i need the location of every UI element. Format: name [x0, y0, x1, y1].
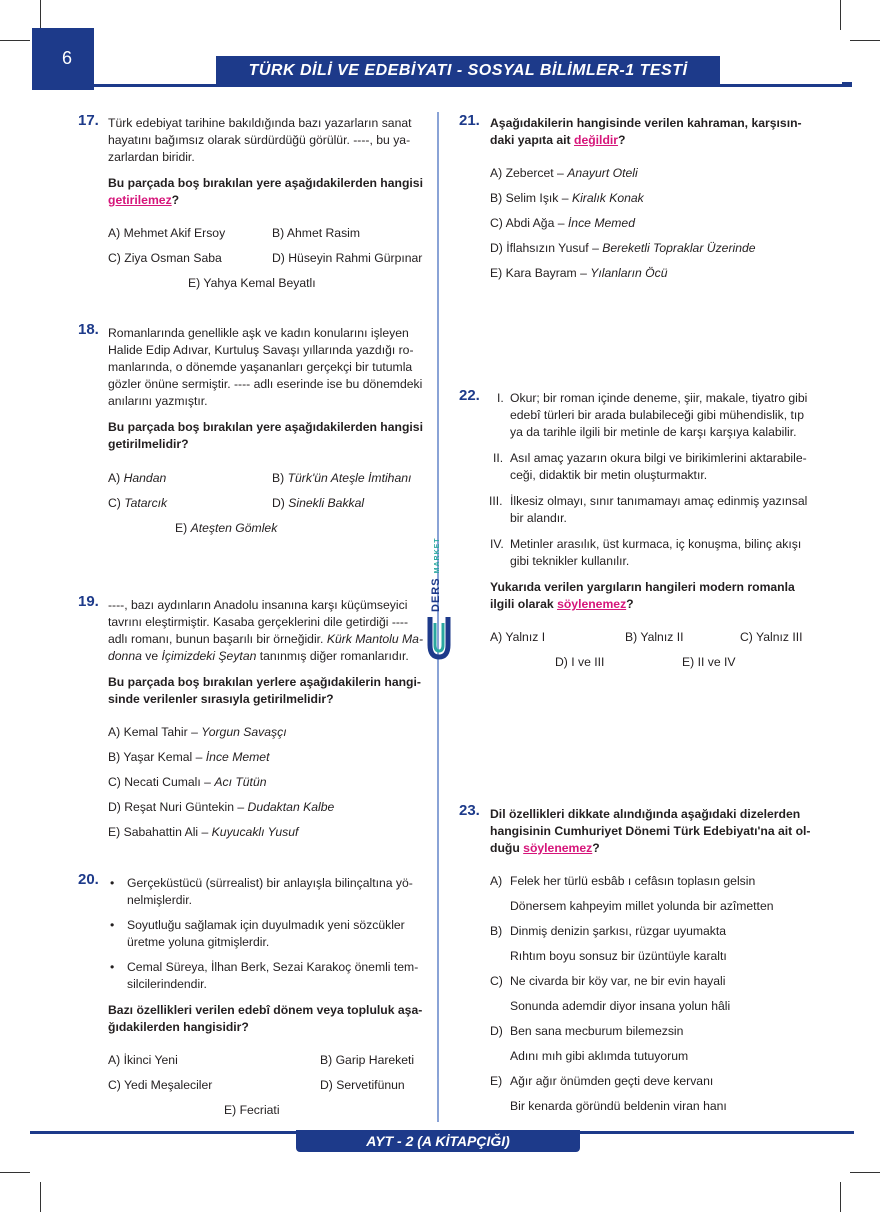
question-text-line: Gerçeküstücü (sürrealist) bir anlayışla bilinçaltına yö-: [127, 876, 413, 890]
option-c[interactable]: [108, 495, 167, 512]
verse-line: Dönersem kahpeyim millet yolunda bir azîmetten: [510, 899, 774, 913]
question-text-line: manlarında, o dönemde yaşananları gerçekçi bir tutumla: [108, 360, 413, 374]
option-letter: C) Abdi Ağa –: [490, 216, 568, 230]
option-b[interactable]: B): [490, 924, 503, 938]
crop-mark: [40, 1182, 41, 1212]
text-run: ilgili olarak: [490, 597, 558, 611]
question-prompt: Bu parçada boş bırakılan yere aşağıdakilerden hangisi: [108, 176, 423, 190]
roman-numeral: I.: [497, 391, 504, 405]
option-letter: E) Sabahattin Ali –: [108, 825, 212, 839]
verse-line: Sonunda ademdir diyor insana yolun hâli: [510, 999, 731, 1013]
question-prompt: Bu parçada boş bırakılan yerlere aşağıdakilerin hangi-: [108, 675, 421, 689]
option-e[interactable]: [490, 265, 667, 282]
question-prompt: Bazı özellikleri verilen edebî dönem veya topluluk aşa-: [108, 1003, 423, 1017]
text-run: Kürk Mantolu Ma-: [326, 632, 424, 646]
question-number: 20.: [78, 871, 99, 888]
option-letter: A) Zebercet –: [490, 166, 568, 180]
question-text-line: Halide Edip Adıvar, Kurtuluş Savaşı yıllarında yazdığı ro-: [108, 343, 414, 357]
roman-numeral: IV.: [490, 537, 504, 551]
option-e[interactable]: E) Fecriati: [224, 1103, 280, 1117]
question-text-line: anılarını yazmıştır.: [108, 394, 208, 408]
option-e[interactable]: [175, 520, 277, 537]
option-text: Handan: [123, 471, 167, 485]
option-c[interactable]: [490, 215, 635, 232]
option-letter: D) İflahsızın Yusuf –: [490, 241, 603, 255]
question-text-line: [108, 648, 409, 665]
option-e[interactable]: E) Yahya Kemal Beyatlı: [188, 276, 316, 290]
question-prompt: [108, 192, 179, 209]
prompt-end: ?: [626, 597, 634, 611]
option-d[interactable]: [108, 799, 334, 816]
question-text-line: silcilerindendir.: [127, 977, 207, 991]
text-run: ve: [141, 649, 162, 663]
option-text: Ateşten Gömlek: [190, 521, 278, 535]
question-prompt: Yukarıda verilen yargıların hangileri modern romanla: [490, 580, 795, 594]
question-text-line: zarlardan biridir.: [108, 150, 195, 164]
option-text: Kuyucaklı Yusuf: [211, 825, 299, 839]
text-run: daki yapıta ait: [490, 133, 574, 147]
question-prompt: Dil özellikleri dikkate alındığında aşağıdaki dizelerden: [490, 807, 801, 821]
question-number: 18.: [78, 321, 99, 338]
question-text-line: edebî türleri bir arada bulabileceği gibi mühendislik, tıp: [510, 408, 805, 422]
question-text-line: Soyutluğu sağlamak için duyulmadık yeni sözcükler: [127, 918, 405, 932]
question-number: 23.: [459, 802, 480, 819]
option-text: Türk'ün Ateşle İmtihanı: [287, 471, 412, 485]
option-letter: E): [175, 521, 191, 535]
verse-line: Ağır ağır önümden geçti deve kervanı: [510, 1074, 714, 1088]
crop-mark: [840, 0, 841, 30]
option-d[interactable]: [490, 240, 756, 257]
question-prompt: Aşağıdakilerin hangisinde verilen kahraman, karşısın-: [490, 116, 802, 130]
negation-highlight: değildir: [574, 133, 619, 147]
question-text-line: ----, bazı aydınların Anadolu insanına karşı küçümseyici: [108, 598, 408, 612]
option-c[interactable]: C): [490, 974, 503, 988]
question-text-line: [108, 631, 423, 648]
verse-line: Ben sana mecburum bilemezsin: [510, 1024, 684, 1038]
option-letter: D) Reşat Nuri Güntekin –: [108, 800, 248, 814]
question-text-line: Asıl amaç yazarın okura bilgi ve birikimlerini aktarabile-: [510, 451, 807, 465]
header-rule-tick: [842, 82, 852, 87]
question-number: 22.: [459, 387, 480, 404]
question-text-line: hayatını bağımsız olarak sürdürdüğü görülür. ----, bu ya-: [108, 133, 411, 147]
text-run: adlı romanı, bunun başarılı bir örneğidir.: [108, 632, 327, 646]
option-letter: A) Kemal Tahir –: [108, 725, 202, 739]
verse-line: Bir kenarda göründü beldenin viran hanı: [510, 1099, 727, 1113]
negation-highlight: söylenemez: [557, 597, 627, 611]
option-text: Bereketli Topraklar Üzerinde: [602, 241, 756, 255]
logo-subword: MARKET: [434, 537, 441, 574]
option-letter: B) Yaşar Kemal –: [108, 750, 206, 764]
crop-mark: [0, 1172, 30, 1173]
roman-numeral: III.: [489, 494, 503, 508]
option-b[interactable]: B) Ahmet Rasim: [272, 226, 361, 240]
roman-numeral: II.: [493, 451, 504, 465]
option-letter: B) Selim Işık –: [490, 191, 572, 205]
option-text: Kiralık Konak: [571, 191, 644, 205]
option-letter: B): [272, 471, 288, 485]
bullet-icon: •: [110, 876, 115, 890]
option-c[interactable]: C) Yedi Meşaleciler: [108, 1078, 213, 1092]
option-d[interactable]: D) I ve III: [555, 655, 605, 669]
option-a[interactable]: [490, 165, 638, 182]
bullet-icon: •: [110, 960, 115, 974]
booklet-label: AYT - 2 (A KİTAPÇIĞI): [296, 1130, 580, 1152]
logo-word: DERS: [430, 577, 442, 612]
option-text: Sinekli Bakkal: [288, 496, 365, 510]
prompt-end: ?: [618, 133, 626, 147]
question-text-line: nelmişlerdir.: [127, 893, 193, 907]
option-c[interactable]: [108, 774, 267, 791]
option-d[interactable]: D): [490, 1024, 503, 1038]
question-number: 17.: [78, 112, 99, 129]
option-letter: C): [108, 496, 125, 510]
question-text-line: tavrını eleştirmiştir. Kasaba gerçeklerini dile getirdiği ----: [108, 615, 409, 629]
option-text: İnce Memet: [205, 750, 270, 764]
text-run: İçimizdeki Şeytan: [161, 649, 257, 663]
option-text: Yorgun Savaşçı: [201, 725, 287, 739]
option-e[interactable]: E): [490, 1074, 503, 1088]
option-a[interactable]: A) Yalnız I: [490, 630, 546, 644]
question-prompt: Bu parçada boş bırakılan yere aşağıdakilerden hangisi: [108, 420, 423, 434]
option-text: Anayurt Oteli: [567, 166, 638, 180]
question-text-line: gözler önüne sermiştir. ---- adlı eserinde ise bu dönemdeki: [108, 377, 423, 391]
bullet-icon: •: [110, 918, 115, 932]
option-e[interactable]: [108, 824, 298, 841]
option-d[interactable]: [272, 495, 364, 512]
option-b[interactable]: [108, 749, 269, 766]
option-letter: C) Necati Cumalı –: [108, 775, 215, 789]
question-number: 21.: [459, 112, 480, 129]
crop-mark: [0, 40, 30, 41]
question-prompt: [490, 132, 625, 149]
crop-mark: [850, 40, 880, 41]
option-b[interactable]: [272, 470, 411, 487]
option-a[interactable]: A): [490, 874, 503, 888]
question-text-line: bir alandır.: [510, 511, 567, 525]
question-prompt: sinde verilenler sırasıyla getirilmelidir?: [108, 692, 334, 706]
question-text-line: üretme yoluna gitmişlerdir.: [127, 935, 270, 949]
question-prompt: [490, 840, 600, 857]
question-text-line: Okur; bir roman içinde deneme, şiir, makale, tiyatro gibi: [510, 391, 808, 405]
crop-mark: [840, 1182, 841, 1212]
option-text: Dudaktan Kalbe: [247, 800, 335, 814]
option-d[interactable]: D) Hüseyin Rahmi Gürpınar: [272, 251, 423, 265]
logo-text: [428, 537, 446, 612]
verse-line: Adını mıh gibi aklımda tutuyorum: [510, 1049, 689, 1063]
verse-line: Dinmiş denizin şarkısı, rüzgar uyumakta: [510, 924, 727, 938]
verse-line: Rıhtım boyu sonsuz bir üzüntüyle karaltı: [510, 949, 727, 963]
option-a[interactable]: [108, 470, 166, 487]
option-a[interactable]: A) İkinci Yeni: [108, 1053, 178, 1067]
crop-mark: [850, 1172, 880, 1173]
test-title: TÜRK DİLİ VE EDEBİYATI - SOSYAL BİLİMLER-1 TESTİ: [216, 56, 720, 86]
option-letter: A): [108, 471, 124, 485]
option-letter: D): [272, 496, 289, 510]
question-prompt: getirilmelidir?: [108, 437, 189, 451]
question-prompt: hangisinin Cumhuriyet Dönemi Türk Edebiyatı'na ait ol-: [490, 824, 811, 838]
verse-line: Felek her türlü esbâb ı cefâsın toplasın gelsin: [510, 874, 756, 888]
option-text: Yılanların Öcü: [590, 266, 668, 280]
question-text-line: Türk edebiyat tarihine bakıldığında bazı yazarların sanat: [108, 116, 412, 130]
question-text-line: Romanlarında genellikle aşk ve kadın konularını işleyen: [108, 326, 409, 340]
option-c[interactable]: C) Ziya Osman Saba: [108, 251, 222, 265]
question-text-line: Metinler arasılık, üst kurmaca, iç konuşma, bilinç akışı: [510, 537, 802, 551]
question-text-line: ceği, didaktik bir metin oluşturmaktır.: [510, 468, 708, 482]
option-b[interactable]: B) Yalnız II: [625, 630, 684, 644]
text-run: duğu: [490, 841, 524, 855]
question-text-line: İlkesiz olmayı, sınır tanımamayı amaç edinmiş yazınsal: [510, 494, 808, 508]
question-prompt: [490, 596, 634, 613]
question-prompt: ğıdakilerden hangisidir?: [108, 1020, 249, 1034]
prompt-end: ?: [171, 193, 180, 207]
option-c[interactable]: C) Yalnız III: [740, 630, 803, 644]
verse-line: Ne civarda bir köy var, ne bir evin hayali: [510, 974, 726, 988]
prompt-end: ?: [592, 841, 600, 855]
option-b[interactable]: [490, 190, 644, 207]
question-text-line: ya da tarihle ilgili bir metinle de karşı karşıya kalabilir.: [510, 425, 797, 439]
option-b[interactable]: B) Garip Hareketi: [320, 1053, 415, 1067]
question-number: 19.: [78, 593, 99, 610]
negation-highlight: getirilemez: [108, 193, 172, 207]
option-a[interactable]: [108, 724, 287, 741]
crop-mark: [40, 0, 41, 30]
negation-highlight: söylenemez: [523, 841, 593, 855]
option-e[interactable]: E) II ve IV: [682, 655, 736, 669]
option-text: Tatarcık: [124, 496, 168, 510]
option-letter: E) Kara Bayram –: [490, 266, 591, 280]
text-run: tanınmış diğer romanlarıdır.: [256, 649, 409, 663]
question-text-line: Cemal Süreya, İlhan Berk, Sezai Karakoç önemli tem-: [127, 960, 419, 974]
question-text-line: gibi teknikler kullanılır.: [510, 554, 630, 568]
text-run: donna: [108, 649, 142, 663]
option-text: İnce Memed: [567, 216, 635, 230]
option-a[interactable]: A) Mehmet Akif Ersoy: [108, 226, 226, 240]
option-d[interactable]: D) Servetifünun: [320, 1078, 405, 1092]
page-number: 6: [32, 28, 94, 90]
option-text: Acı Tütün: [214, 775, 267, 789]
